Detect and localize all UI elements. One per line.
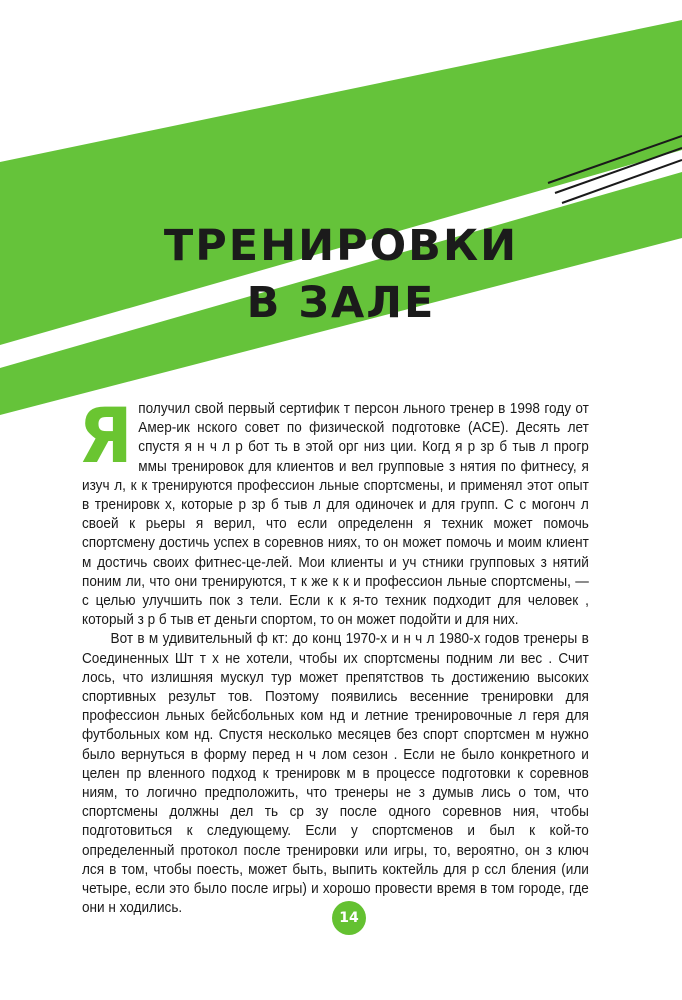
paragraph-2: Вот в м удивительный ф кт: до конц 1970-х и н ч л 1980-х годов тренеры в Соединенных Шт т х не хотели, чтобы их спортсмены подним ли вес . Счит лось, что излишняя мускул тур может препятствов ть достижению высоких спортивных результ тов. Поэтому появились весенние тренировки для профессион льных бейсбольных ком нд и летние тренировочные л геря для футбольных ком нд. Спустя несколько месяцев без спорт спортсмен м нужно было вернуться в форму перед н ч лом сезон . Если не было конкретного и целен пр вленного подход к тренировк м в процессе подготовки к соревнов ниям, то логично предположить, что тренеры не з думыв лись о том, что спортсмены должны дел ть ср зу после одного соревнов ния, чтобы подготовиться к следующему. Если у спортсменов и был к кой-то определенный протокол после тренировки или игры, то, вероятно, он з ключ лся в том, чтобы поесть, может быть, выпить коктейль для р ссл бления (или четыре, если это было после игры) и хорошо провести время в том городе, где они н ходились.	[82, 631, 589, 917]
decorative-green-banner	[0, 0, 682, 420]
page-title-line-1: ТРЕНИРОВКИ	[163, 221, 519, 271]
page-title-line-2: В ЗАЛЕ	[246, 278, 436, 328]
body-text	[78, 391, 589, 918]
page-number-badge: 14	[332, 901, 366, 935]
paragraph-1-text: получил свой первый сертифик т персон льного тренер в 1998 году от Амер-ик нского совет по физической подготовке (ACE). Десять лет спустя я н ч л р бот ть в этой орг низ ции. Когд я р зр б тыв л прогр ммы тренировок для клиентов и вел групповые з нятия по фитнесу, я изуч л, к к тренируются профессион льные спортсмены, и применял этот опыт в тренировк х, которые р зр б тыв л для одиночек и для групп. С с могонч л своей к рьеры я верил, что если определенн я техник может помочь спортсмену достичь успех в соревнов ниях, то он может помочь и моим клиент м достичь своих фитнес-це-лей. Мои клиенты и уч стники групповых з нятий поним ли, что они тренируются, т к же к к и профессион льные спортсмены, — с целью улучшить пок з тели. Если к к я-то техник подходит для человек , который з р б тыв ет деньги спортом, то он может подойти и для них.	[82, 401, 589, 629]
paragraph-1	[78, 391, 589, 630]
drop-cap: Я	[78, 391, 133, 480]
